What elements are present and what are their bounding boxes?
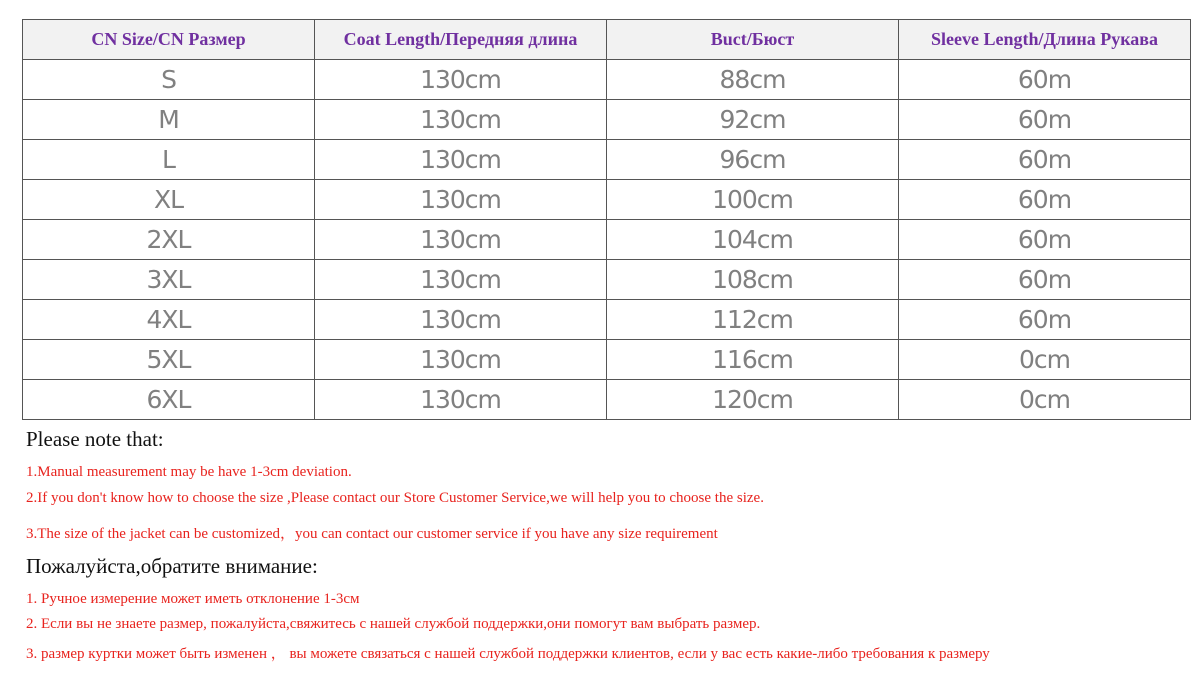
cell-coat-length: 130cm: [315, 380, 607, 420]
note-line-english-3: 3.The size of the jacket can be customized，you can contact our customer service if you have any size requirement: [26, 526, 718, 542]
cell-size: 2XL: [23, 220, 315, 260]
note-line-russian-2: 2. Если вы не знаете размер, пожалуйста,свяжитесь с нашей службой поддержки,они помогут вам выбрать размер.: [26, 616, 761, 632]
cell-bust: 92cm: [607, 100, 899, 140]
cell-size: 3XL: [23, 260, 315, 300]
table-row: [23, 60, 1191, 100]
cell-size: S: [23, 60, 315, 100]
cell-bust: 120cm: [607, 380, 899, 420]
cell-size: 4XL: [23, 300, 315, 340]
notes-heading-russian: Пожалуйста,обратите внимание:: [26, 554, 318, 578]
notes-heading-english: Please note that:: [26, 427, 164, 451]
cell-coat-length: 130cm: [315, 140, 607, 180]
note-line-english-2: 2.If you don't know how to choose the size ,Please contact our Store Customer Service,we will help you to choose the size.: [26, 490, 764, 506]
cell-sleeve-length: 60m: [899, 180, 1191, 220]
cell-coat-length: 130cm: [315, 300, 607, 340]
cell-coat-length: 130cm: [315, 180, 607, 220]
cell-size: 6XL: [23, 380, 315, 420]
cell-sleeve-length: 60m: [899, 60, 1191, 100]
cell-bust: 116cm: [607, 340, 899, 380]
cell-sleeve-length: 60m: [899, 100, 1191, 140]
table-row: [23, 340, 1191, 380]
cell-sleeve-length: 60m: [899, 260, 1191, 300]
cell-bust: 88cm: [607, 60, 899, 100]
cell-bust: 96cm: [607, 140, 899, 180]
size-chart-body: [23, 60, 1191, 420]
cell-coat-length: 130cm: [315, 100, 607, 140]
cell-size: XL: [23, 180, 315, 220]
cell-coat-length: 130cm: [315, 260, 607, 300]
cell-sleeve-length: 0cm: [899, 380, 1191, 420]
table-row: [23, 380, 1191, 420]
size-chart-table: [22, 19, 1191, 420]
table-row: [23, 220, 1191, 260]
note-line-russian-3: 3. размер куртки может быть изменен ， вы можете связаться с нашей службой поддержки клиентов, если у вас есть какие-либо требования к размеру: [26, 646, 990, 662]
cell-bust: 108cm: [607, 260, 899, 300]
table-row: [23, 300, 1191, 340]
header-sleeve-length: Sleeve Length/Длина Рукава: [899, 20, 1191, 60]
table-row: [23, 180, 1191, 220]
cell-sleeve-length: 0cm: [899, 340, 1191, 380]
cell-sleeve-length: 60m: [899, 140, 1191, 180]
header-cn-size: CN Size/CN Размер: [23, 20, 315, 60]
header-coat-length: Coat Length/Передняя длина: [315, 20, 607, 60]
note-line-english-1: 1.Manual measurement may be have 1-3cm deviation.: [26, 464, 352, 480]
cell-bust: 100cm: [607, 180, 899, 220]
table-row: [23, 100, 1191, 140]
cell-size: M: [23, 100, 315, 140]
cell-size: L: [23, 140, 315, 180]
note-line-russian-1: 1. Ручное измерение может иметь отклонение 1-3см: [26, 591, 360, 607]
size-chart-header: [23, 20, 1191, 60]
cell-sleeve-length: 60m: [899, 220, 1191, 260]
cell-sleeve-length: 60m: [899, 300, 1191, 340]
table-row: [23, 140, 1191, 180]
header-bust: Buct/Бюст: [607, 20, 899, 60]
cell-bust: 104cm: [607, 220, 899, 260]
table-row: [23, 260, 1191, 300]
cell-coat-length: 130cm: [315, 220, 607, 260]
header-row: [23, 20, 1191, 60]
cell-size: 5XL: [23, 340, 315, 380]
cell-coat-length: 130cm: [315, 60, 607, 100]
cell-coat-length: 130cm: [315, 340, 607, 380]
cell-bust: 112cm: [607, 300, 899, 340]
